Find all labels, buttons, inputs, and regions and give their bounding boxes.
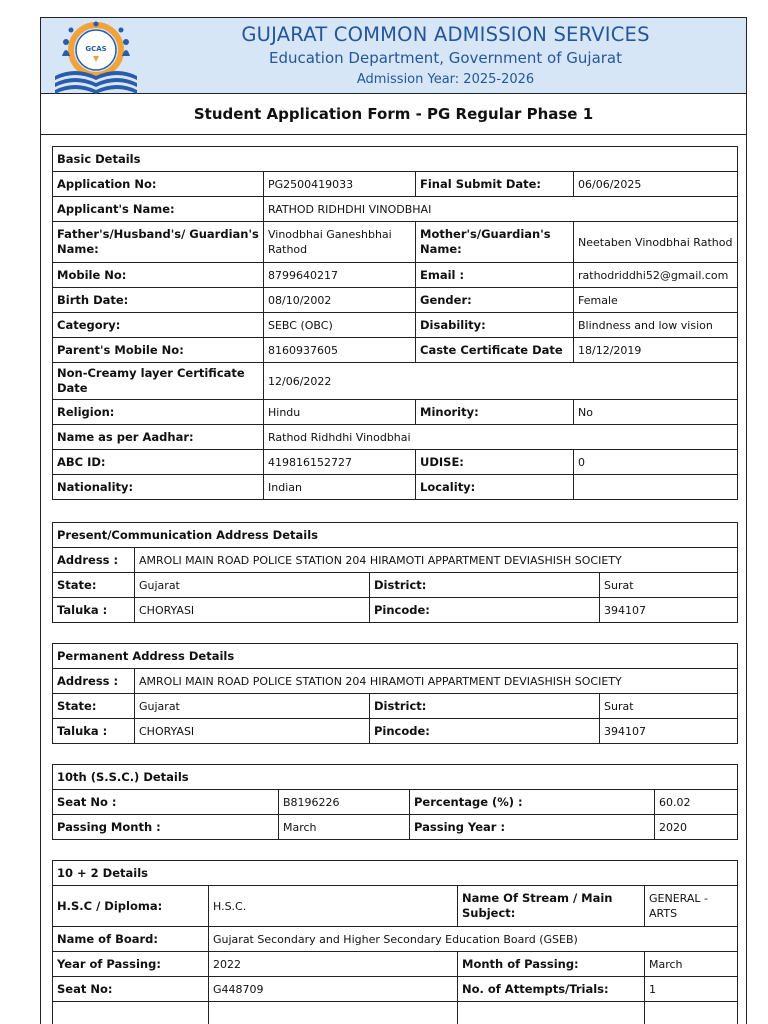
present-state-value: Gujarat bbox=[135, 573, 370, 598]
header-banner bbox=[41, 18, 746, 94]
locality-value bbox=[574, 475, 738, 500]
birth-date-label: Birth Date: bbox=[53, 288, 264, 313]
permanent-district-value: Surat bbox=[600, 694, 738, 719]
hsc-stream-label: Name Of Stream / Main Subject: bbox=[458, 886, 645, 927]
father-name-label: Father's/Husband's/ Guardian's Name: bbox=[53, 222, 264, 263]
non-creamy-label: Non-Creamy layer Certificate Date bbox=[53, 363, 264, 400]
application-form bbox=[40, 17, 747, 1024]
table-row-cutoff bbox=[645, 1002, 738, 1024]
disability-value: Blindness and low vision bbox=[574, 313, 738, 338]
udise-label: UDISE: bbox=[416, 450, 574, 475]
ssc-percentage-label: Percentage (%) : bbox=[410, 790, 655, 815]
header-title: GUJARAT COMMON ADMISSION SERVICES bbox=[241, 23, 650, 46]
present-district-label: District: bbox=[370, 573, 600, 598]
religion-label: Religion: bbox=[53, 400, 264, 425]
ssc-details-table bbox=[52, 764, 738, 840]
ssc-month-label: Passing Month : bbox=[53, 815, 279, 840]
permanent-address-label: Address : bbox=[53, 669, 135, 694]
ssc-seat-label: Seat No : bbox=[53, 790, 279, 815]
section-heading-ssc: 10th (S.S.C.) Details bbox=[53, 765, 738, 790]
section-heading-present-address: Present/Communication Address Details bbox=[53, 523, 738, 548]
table-row-cutoff bbox=[458, 1002, 645, 1024]
present-pincode-value: 394107 bbox=[600, 598, 738, 623]
category-label: Category: bbox=[53, 313, 264, 338]
logo-text: GCAS bbox=[85, 45, 107, 53]
hsc-month-label: Month of Passing: bbox=[458, 952, 645, 977]
minority-label: Minority: bbox=[416, 400, 574, 425]
permanent-state-value: Gujarat bbox=[135, 694, 370, 719]
hsc-type-label: H.S.C / Diploma: bbox=[53, 886, 209, 927]
section-heading-permanent-address: Permanent Address Details bbox=[53, 644, 738, 669]
hsc-stream-value: GENERAL - ARTS bbox=[645, 886, 738, 927]
religion-value: Hindu bbox=[264, 400, 416, 425]
present-district-value: Surat bbox=[600, 573, 738, 598]
category-value: SEBC (OBC) bbox=[264, 313, 416, 338]
mobile-value: 8799640217 bbox=[264, 263, 416, 288]
ssc-year-label: Passing Year : bbox=[410, 815, 655, 840]
permanent-taluka-label: Taluka : bbox=[53, 719, 135, 744]
ssc-seat-value: B8196226 bbox=[279, 790, 410, 815]
aadhar-name-label: Name as per Aadhar: bbox=[53, 425, 264, 450]
hsc-board-label: Name of Board: bbox=[53, 927, 209, 952]
header-department: Education Department, Government of Gujarat bbox=[268, 49, 623, 67]
father-name-value: Vinodbhai Ganeshbhai Rathod bbox=[264, 222, 416, 263]
parent-mobile-label: Parent's Mobile No: bbox=[53, 338, 264, 363]
application-no-label: Application No: bbox=[53, 172, 264, 197]
caste-certificate-value: 18/12/2019 bbox=[574, 338, 738, 363]
section-heading-hsc: 10 + 2 Details bbox=[53, 861, 738, 886]
parent-mobile-value: 8160937605 bbox=[264, 338, 416, 363]
minority-value: No bbox=[574, 400, 738, 425]
email-label: Email : bbox=[416, 263, 574, 288]
form-title: Student Application Form - PG Regular Phase 1 bbox=[41, 94, 746, 135]
hsc-board-value: Gujarat Secondary and Higher Secondary Education Board (GSEB) bbox=[209, 927, 738, 952]
hsc-month-value: March bbox=[645, 952, 738, 977]
ssc-month-value: March bbox=[279, 815, 410, 840]
abc-id-label: ABC ID: bbox=[53, 450, 264, 475]
present-pincode-label: Pincode: bbox=[370, 598, 600, 623]
aadhar-name-value: Rathod Ridhdhi Vinodbhai bbox=[264, 425, 738, 450]
permanent-pincode-value: 394107 bbox=[600, 719, 738, 744]
present-taluka-value: CHORYASI bbox=[135, 598, 370, 623]
applicant-name-label: Applicant's Name: bbox=[53, 197, 264, 222]
present-address-table bbox=[52, 522, 738, 623]
table-row-cutoff bbox=[53, 1002, 209, 1024]
basic-details-table bbox=[52, 146, 738, 500]
hsc-attempts-value: 1 bbox=[645, 977, 738, 1002]
hsc-details-table bbox=[52, 860, 738, 1024]
gender-value: Female bbox=[574, 288, 738, 313]
present-address-value: AMROLI MAIN ROAD POLICE STATION 204 HIRAMOTI APPARTMENT DEVIASHISH SOCIETY bbox=[135, 548, 738, 573]
hsc-attempts-label: No. of Attempts/Trials: bbox=[458, 977, 645, 1002]
abc-id-value: 419816152727 bbox=[264, 450, 416, 475]
permanent-state-label: State: bbox=[53, 694, 135, 719]
nationality-label: Nationality: bbox=[53, 475, 264, 500]
final-submit-label: Final Submit Date: bbox=[416, 172, 574, 197]
permanent-pincode-label: Pincode: bbox=[370, 719, 600, 744]
hsc-year-label: Year of Passing: bbox=[53, 952, 209, 977]
final-submit-value: 06/06/2025 bbox=[574, 172, 738, 197]
gcas-logo bbox=[51, 20, 141, 94]
non-creamy-value: 12/06/2022 bbox=[264, 363, 738, 400]
mobile-label: Mobile No: bbox=[53, 263, 264, 288]
ssc-year-value: 2020 bbox=[655, 815, 738, 840]
application-no-value: PG2500419033 bbox=[264, 172, 416, 197]
permanent-address-table bbox=[52, 643, 738, 744]
permanent-taluka-value: CHORYASI bbox=[135, 719, 370, 744]
table-row-cutoff bbox=[209, 1002, 458, 1024]
present-state-label: State: bbox=[53, 573, 135, 598]
udise-value: 0 bbox=[574, 450, 738, 475]
mother-name-value: Neetaben Vinodbhai Rathod bbox=[574, 222, 738, 263]
applicant-name-value: RATHOD RIDHDHI VINODBHAI bbox=[264, 197, 738, 222]
permanent-address-value: AMROLI MAIN ROAD POLICE STATION 204 HIRAMOTI APPARTMENT DEVIASHISH SOCIETY bbox=[135, 669, 738, 694]
ssc-percentage-value: 60.02 bbox=[655, 790, 738, 815]
present-taluka-label: Taluka : bbox=[53, 598, 135, 623]
email-value: rathodriddhi52@gmail.com bbox=[574, 263, 738, 288]
hsc-type-value: H.S.C. bbox=[209, 886, 458, 927]
hsc-year-value: 2022 bbox=[209, 952, 458, 977]
locality-label: Locality: bbox=[416, 475, 574, 500]
mother-name-label: Mother's/Guardian's Name: bbox=[416, 222, 574, 263]
hsc-seat-value: G448709 bbox=[209, 977, 458, 1002]
birth-date-value: 08/10/2002 bbox=[264, 288, 416, 313]
hsc-seat-label: Seat No: bbox=[53, 977, 209, 1002]
header-admission-year: Admission Year: 2025-2026 bbox=[356, 72, 535, 87]
caste-certificate-label: Caste Certificate Date bbox=[416, 338, 574, 363]
nationality-value: Indian bbox=[264, 475, 416, 500]
permanent-district-label: District: bbox=[370, 694, 600, 719]
present-address-label: Address : bbox=[53, 548, 135, 573]
section-heading-basic: Basic Details bbox=[53, 147, 738, 172]
disability-label: Disability: bbox=[416, 313, 574, 338]
gender-label: Gender: bbox=[416, 288, 574, 313]
